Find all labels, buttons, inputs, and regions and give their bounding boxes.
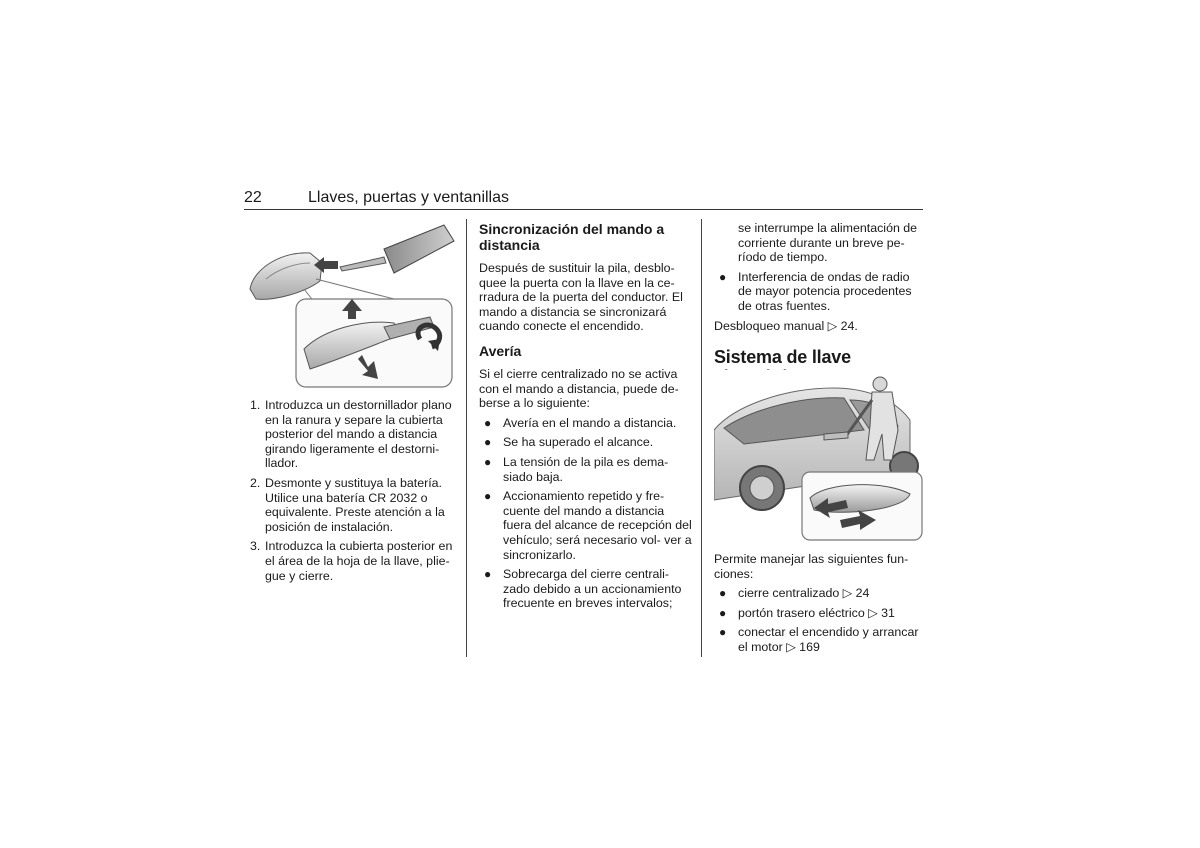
header-rule: [244, 209, 923, 210]
list-item: ● cierre centralizado ▷ 24: [719, 586, 870, 601]
column-3-bottom: [714, 552, 926, 660]
section-title: Llaves, puertas y ventanillas: [308, 189, 509, 206]
battery-replacement-steps: [244, 398, 458, 588]
step-item: 1. Introduzca un destornillador plano en la ranura y separe la cubierta posterior del mando a distancia girando ligeramente el destorni- llador.: [250, 398, 452, 471]
list-item: ● Interferencia de ondas de radio de mayor potencia procedentes de otras fuentes.: [719, 269, 912, 313]
list-item: ● conectar el encendido y arrancar el motor ▷ 169: [719, 625, 919, 654]
sync-text: Después de sustituir la pila, desblo- quee la puerta con la llave en la ce- rradura de la puerta del conductor. El mando a distancia se sincronizará cuando conecte el encendido.: [479, 261, 683, 334]
interference-list: [714, 270, 926, 314]
electronic-key-heading: Sistema de llave: [714, 347, 851, 368]
list-item: ● Sobrecarga del cierre centrali- zado debido a un accionamiento frecuente en breves intervalos;: [484, 567, 682, 611]
functions-list: [714, 586, 926, 654]
continued-text: se interrumpe la alimentación de corriente durante un breve pe- ríodo de tiempo.: [738, 221, 918, 265]
list-item: ● portón trasero eléctrico ▷ 31: [719, 605, 895, 620]
fault-heading: Avería: [479, 342, 522, 359]
step-item: 2. Desmonte y sustituya la batería. Utilice una batería CR 2032 o equivalente. Preste atención a la posición de instalación.: [250, 475, 445, 534]
sync-heading: Sincronización del mando a distancia: [479, 221, 665, 253]
step-item: 3. Introduzca la cubierta posterior en el área de la hoja de la llave, plie- gue y cierre.: [250, 539, 453, 583]
functions-intro: Permite manejar las siguientes fun- ciones:: [714, 552, 909, 581]
list-item: ● Se ha superado el alcance.: [484, 435, 654, 450]
fault-causes-list: [479, 416, 692, 611]
column-2: [479, 221, 692, 616]
page-number: 22: [244, 189, 262, 206]
list-item: ● Accionamiento repetido y fre- cuente del mando a distancia fuera del alcance de recepción del vehículo; será necesario vol- ver a sincronizarlo.: [484, 489, 692, 562]
column-divider-2: [701, 219, 702, 657]
column-3-top: [714, 221, 926, 387]
car-door-handle-illustration: [714, 370, 924, 542]
list-item: ● Avería en el mando a distancia.: [484, 415, 677, 430]
fault-text: Si el cierre centralizado no se activa con el mando a distancia, puede de- berse a lo siguiente:: [479, 366, 679, 411]
key-battery-illustration: [244, 219, 456, 391]
column-divider-1: [466, 219, 467, 657]
manual-unlock-ref: Desbloqueo manual ▷ 24.: [714, 318, 858, 333]
list-item: ● La tensión de la pila es dema- siado baja.: [484, 454, 669, 484]
